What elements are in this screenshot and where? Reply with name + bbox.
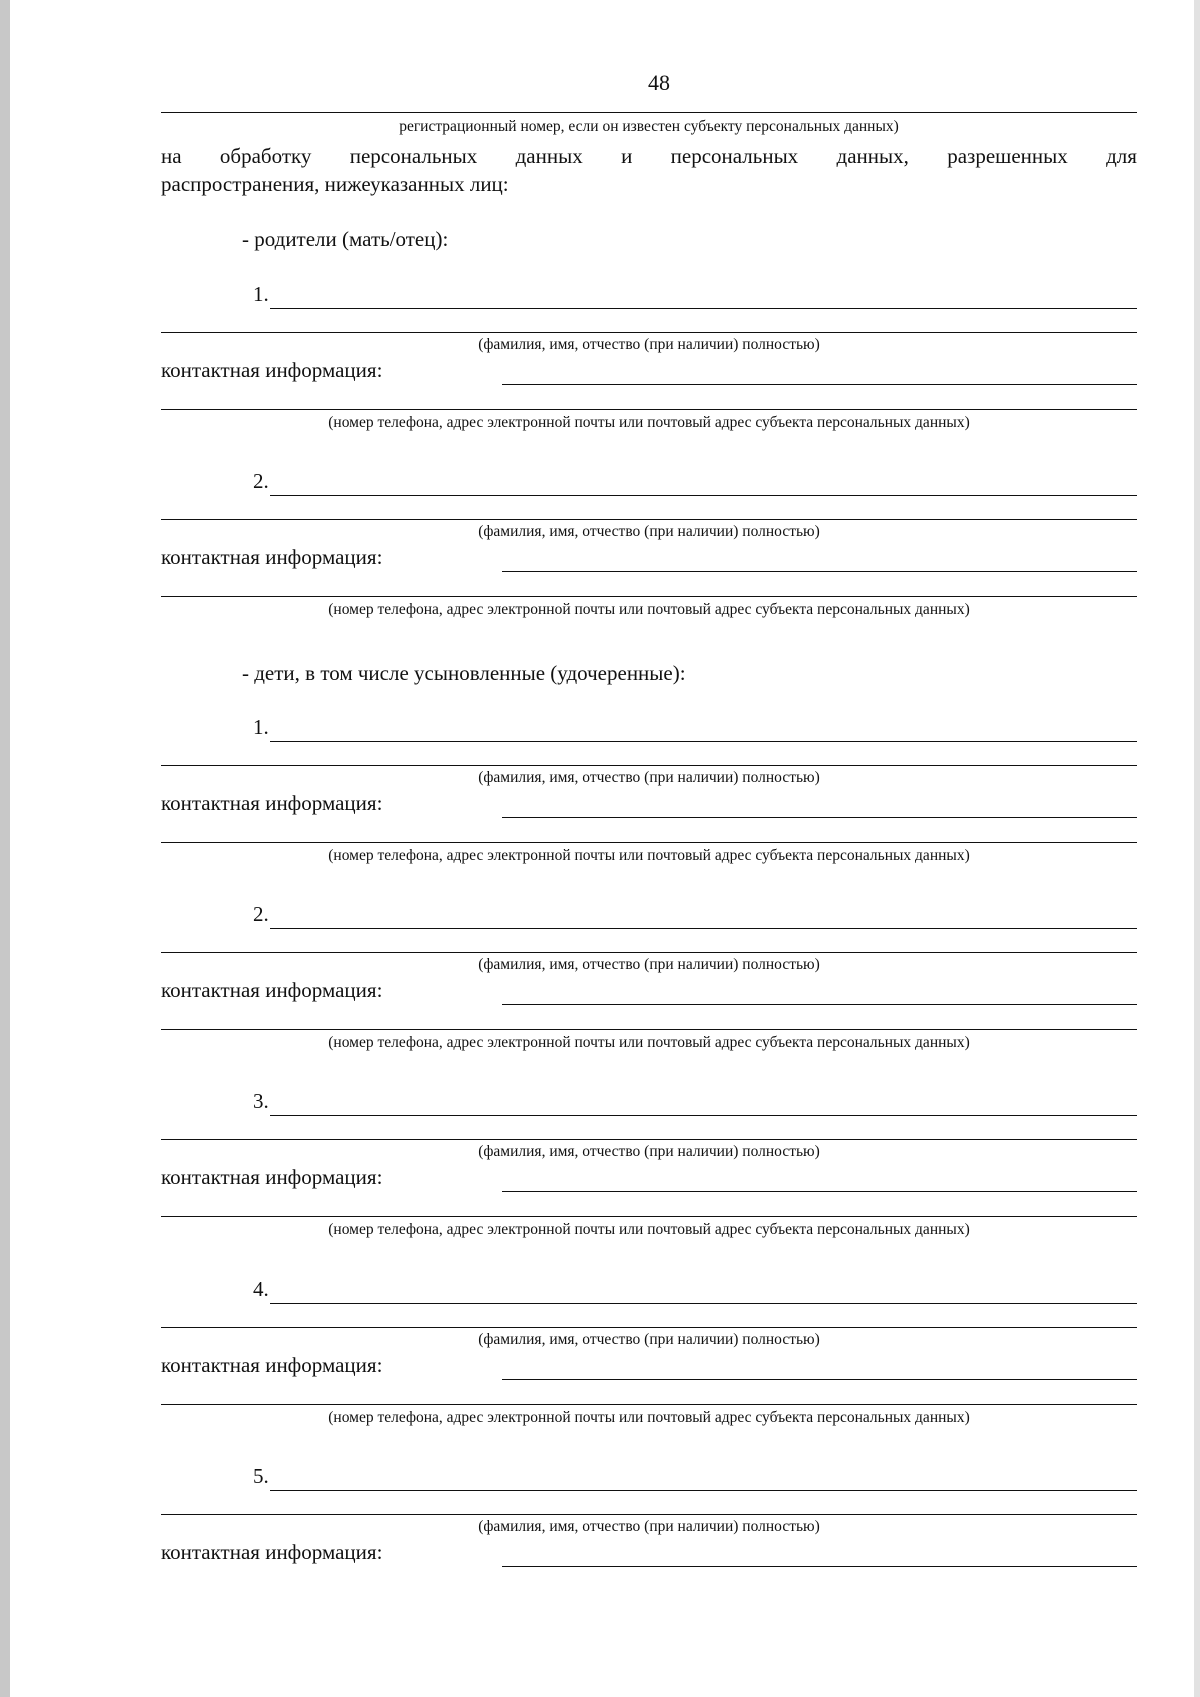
page-edge-shadow bbox=[0, 0, 10, 1697]
contact-caption: (номер телефона, адрес электронной почты или почтовый адрес субъекта персональных данных) bbox=[328, 414, 970, 431]
name-field-line-2[interactable] bbox=[161, 519, 1137, 520]
name-field-line[interactable] bbox=[270, 741, 1137, 742]
header-rule bbox=[161, 112, 1137, 113]
fio-caption: (фамилия, имя, отчество (при наличии) полностью) bbox=[478, 336, 820, 353]
contact-label: контактная информация: bbox=[161, 1165, 383, 1189]
contact-label: контактная информация: bbox=[161, 1353, 383, 1377]
entry-number: 1. bbox=[253, 282, 269, 306]
contact-label: контактная информация: bbox=[161, 978, 383, 1002]
name-field-line-2[interactable] bbox=[161, 332, 1137, 333]
intro-line-1 bbox=[161, 142, 1137, 170]
contact-caption: (номер телефона, адрес электронной почты или почтовый адрес субъекта персональных данных) bbox=[328, 847, 970, 864]
fio-caption: (фамилия, имя, отчество (при наличии) полностью) bbox=[478, 956, 820, 973]
name-field-line-2[interactable] bbox=[161, 1514, 1137, 1515]
contact-caption: (номер телефона, адрес электронной почты или почтовый адрес субъекта персональных данных) bbox=[328, 1221, 970, 1238]
contact-field-line-2[interactable] bbox=[161, 409, 1137, 410]
name-field-line[interactable] bbox=[270, 1303, 1137, 1304]
intro-word: данных bbox=[515, 144, 583, 168]
contact-label: контактная информация: bbox=[161, 358, 383, 382]
name-field-line[interactable] bbox=[270, 495, 1137, 496]
name-field-line-2[interactable] bbox=[161, 952, 1137, 953]
contact-label: контактная информация: bbox=[161, 1540, 383, 1564]
intro-word: на bbox=[161, 144, 182, 168]
fio-caption: (фамилия, имя, отчество (при наличии) полностью) bbox=[478, 1518, 820, 1535]
name-field-line-2[interactable] bbox=[161, 765, 1137, 766]
contact-field-line[interactable] bbox=[502, 1379, 1137, 1380]
name-field-line[interactable] bbox=[270, 1115, 1137, 1116]
contact-field-line-2[interactable] bbox=[161, 842, 1137, 843]
contact-field-line-2[interactable] bbox=[161, 1404, 1137, 1405]
contact-caption: (номер телефона, адрес электронной почты или почтовый адрес субъекта персональных данных) bbox=[328, 1034, 970, 1051]
name-field-line[interactable] bbox=[270, 928, 1137, 929]
contact-field-line[interactable] bbox=[502, 571, 1137, 572]
intro-word: персональных bbox=[349, 144, 478, 168]
contact-label: контактная информация: bbox=[161, 545, 383, 569]
entry-number: 3. bbox=[253, 1089, 269, 1113]
contact-field-line-2[interactable] bbox=[161, 596, 1137, 597]
intro-word: для bbox=[1106, 144, 1137, 168]
header-caption: регистрационный номер, если он известен субъекту персональных данных) bbox=[399, 118, 899, 135]
fio-caption: (фамилия, имя, отчество (при наличии) полностью) bbox=[478, 523, 820, 540]
fio-caption: (фамилия, имя, отчество (при наличии) полностью) bbox=[478, 1331, 820, 1348]
intro-word: обработку bbox=[219, 144, 312, 168]
fio-caption: (фамилия, имя, отчество (при наличии) полностью) bbox=[478, 769, 820, 786]
page-number: 48 bbox=[648, 70, 670, 95]
intro-word: персональных bbox=[670, 144, 799, 168]
contact-caption: (номер телефона, адрес электронной почты или почтовый адрес субъекта персональных данных) bbox=[328, 601, 970, 618]
contact-field-line[interactable] bbox=[502, 1566, 1137, 1567]
page-edge-shadow bbox=[1194, 0, 1200, 1697]
contact-field-line[interactable] bbox=[502, 817, 1137, 818]
section-heading: - дети, в том числе усыновленные (удочеренные): bbox=[242, 661, 686, 685]
intro-word: данных, bbox=[836, 144, 909, 168]
intro-word: и bbox=[621, 144, 633, 168]
section-heading: - родители (мать/отец): bbox=[242, 227, 449, 251]
contact-field-line[interactable] bbox=[502, 1191, 1137, 1192]
name-field-line-2[interactable] bbox=[161, 1327, 1137, 1328]
contact-field-line[interactable] bbox=[502, 1004, 1137, 1005]
intro-word: разрешенных bbox=[947, 144, 1068, 168]
contact-field-line-2[interactable] bbox=[161, 1029, 1137, 1030]
entry-number: 5. bbox=[253, 1464, 269, 1488]
entry-number: 1. bbox=[253, 715, 269, 739]
intro-line-2: распространения, нижеуказанных лиц: bbox=[161, 172, 509, 196]
contact-caption: (номер телефона, адрес электронной почты или почтовый адрес субъекта персональных данных) bbox=[328, 1409, 970, 1426]
entry-number: 4. bbox=[253, 1277, 269, 1301]
fio-caption: (фамилия, имя, отчество (при наличии) полностью) bbox=[478, 1143, 820, 1160]
name-field-line-2[interactable] bbox=[161, 1139, 1137, 1140]
intro-paragraph bbox=[161, 142, 1137, 198]
contact-field-line[interactable] bbox=[502, 384, 1137, 385]
entry-number: 2. bbox=[253, 902, 269, 926]
contact-label: контактная информация: bbox=[161, 791, 383, 815]
contact-field-line-2[interactable] bbox=[161, 1216, 1137, 1217]
entry-number: 2. bbox=[253, 469, 269, 493]
name-field-line[interactable] bbox=[270, 1490, 1137, 1491]
name-field-line[interactable] bbox=[270, 308, 1137, 309]
